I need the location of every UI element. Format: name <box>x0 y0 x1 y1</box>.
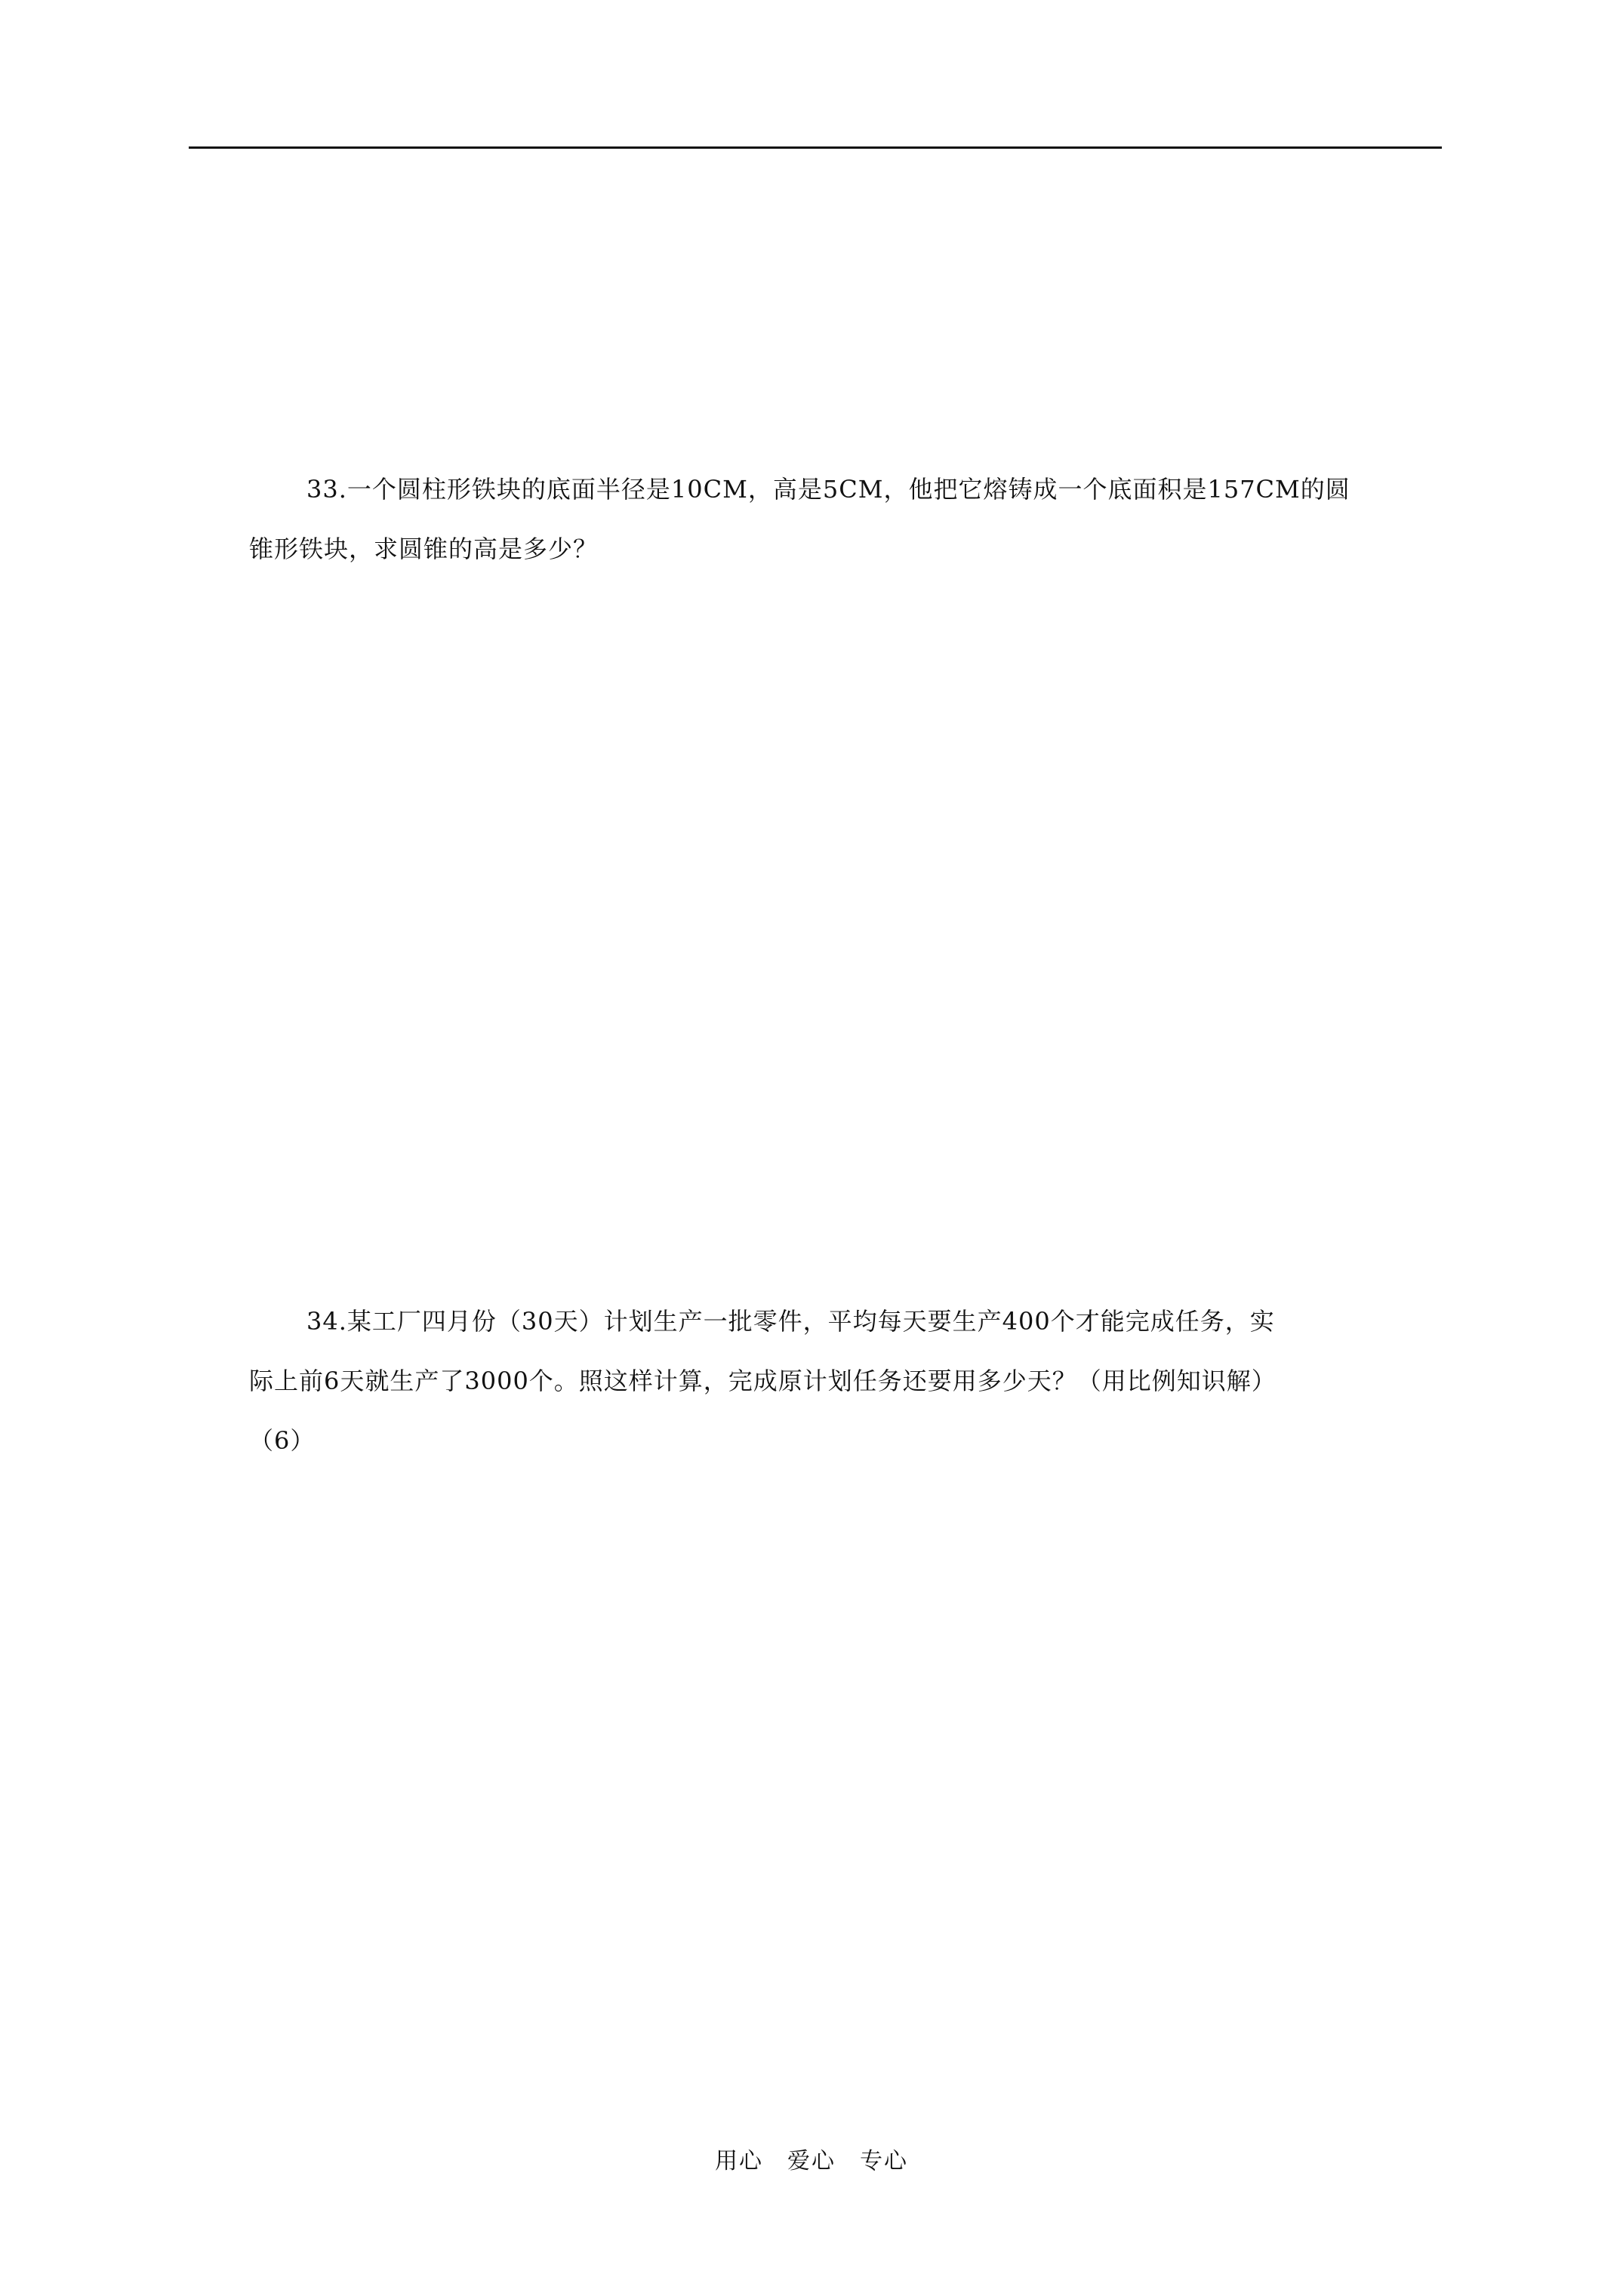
question-33-line-2: 锥形铁块，求圆锥的高是多少？ <box>249 535 599 563</box>
question-33 <box>249 460 1442 579</box>
question-34 <box>249 1292 1442 1471</box>
header-rule <box>189 146 1442 149</box>
question-33-line-1: 33.一个圆柱形铁块的底面半径是10CM，高是5CM，他把它熔铸成一个底面积是157CM的圆 <box>306 475 1350 504</box>
question-34-line-2: 际上前6天就生产了3000个。照这样计算，完成原计划任务还要用多少天？（用比例知识解） <box>249 1367 1277 1395</box>
page-footer: 用心 爱心 专心 <box>715 2148 908 2174</box>
question-34-line-3: （6） <box>249 1426 316 1455</box>
question-34-line-1: 34.某工厂四月份（30天）计划生产一批零件，平均每天要生产400个才能完成任务，实 <box>306 1307 1275 1336</box>
